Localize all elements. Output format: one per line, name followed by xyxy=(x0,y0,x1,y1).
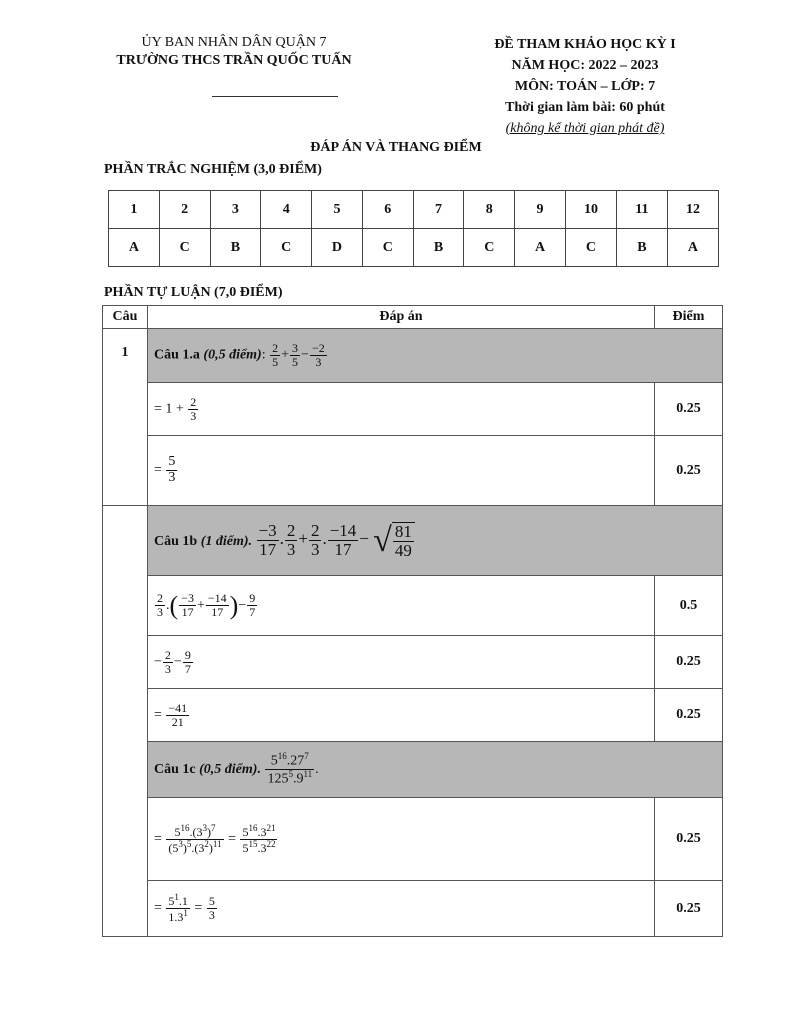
mc-answer: C xyxy=(261,229,312,267)
mc-heading: PHẦN TRẮC NGHIỆM (3,0 ĐIỂM) xyxy=(104,162,322,177)
subject-grade: MÔN: TOÁN – LỚP: 7 xyxy=(514,79,656,94)
q1b-prompt: Câu 1b (1 điểm). $\frac{-3}{17}$ . $\frac{2}{3}$ + $\frac{2}{3}$ . $\frac{-14}{17}$ − √ $\frac{81}{49}$ xyxy=(148,506,723,576)
mc-answer: D xyxy=(312,229,363,267)
exam-title: ĐỀ THAM KHẢO HỌC KỲ I xyxy=(494,37,676,52)
time-limit: Thời gian làm bài: 60 phút xyxy=(505,100,665,115)
mc-answer: C xyxy=(362,229,413,267)
mc-number: 1 xyxy=(109,191,160,229)
mc-number: 2 xyxy=(159,191,210,229)
mc-answer: B xyxy=(616,229,667,267)
score: 0.25 xyxy=(655,383,723,436)
mc-number-row xyxy=(109,191,719,229)
essay-header-row xyxy=(103,306,723,329)
q1c-step2 xyxy=(103,881,723,937)
step-math: = $\frac{5}{3}$ xyxy=(148,436,655,506)
mc-answer: C xyxy=(464,229,515,267)
mc-answer: A xyxy=(109,229,160,267)
mc-number: 4 xyxy=(261,191,312,229)
step-math: $\frac{2}{3}$ .( $\frac{-3}{17}$ + $\frac{-14}{17}$ )− $\frac{9}{7}$ xyxy=(148,576,655,636)
mc-answer: C xyxy=(159,229,210,267)
q1b-step1 xyxy=(103,576,723,636)
mc-answer-row xyxy=(109,229,719,267)
mc-answer: B xyxy=(413,229,464,267)
score: 0.25 xyxy=(655,436,723,506)
header-divider xyxy=(212,96,338,97)
step-math: = $\frac{5^{16}.(3^3)^7}{(5^3)^5.(3^2)^{11}}$ = $\frac{5^{16}.3^{21}}{5^{15}.3^{22}}$ xyxy=(148,798,655,881)
mc-answer: C xyxy=(565,229,616,267)
q1a-step1 xyxy=(103,383,723,436)
question-number: 1 xyxy=(103,329,148,506)
mc-number: 6 xyxy=(362,191,413,229)
mc-number: 11 xyxy=(616,191,667,229)
score: 0.25 xyxy=(655,636,723,689)
step-math: = 1 + $\frac{2}{3}$ xyxy=(148,383,655,436)
q1c-step1 xyxy=(103,798,723,881)
q1b-step3 xyxy=(103,689,723,742)
mc-number: 7 xyxy=(413,191,464,229)
col-dapan: Đáp án xyxy=(148,306,655,329)
mc-number: 5 xyxy=(312,191,363,229)
mc-answer: A xyxy=(667,229,718,267)
mc-number: 3 xyxy=(210,191,261,229)
time-note: (không kể thời gian phát đề) xyxy=(505,121,665,136)
score: 0.25 xyxy=(655,881,723,937)
step-math: − $\frac{2}{3}$ − $\frac{9}{7}$ xyxy=(148,636,655,689)
district-name: ỦY BAN NHÂN DÂN QUẬN 7 xyxy=(141,35,327,50)
step-math: = $\frac{5^1.1}{1.3^1}$ = $\frac{5}{3}$ xyxy=(148,881,655,937)
mc-answer: B xyxy=(210,229,261,267)
score: 0.5 xyxy=(655,576,723,636)
school-year: NĂM HỌC: 2022 – 2023 xyxy=(511,58,659,73)
q1a-step2 xyxy=(103,436,723,506)
q1b-row xyxy=(103,506,723,576)
mc-number: 10 xyxy=(565,191,616,229)
school-name: TRƯỜNG THCS TRẦN QUỐC TUẤN xyxy=(116,53,352,68)
page-title: ĐÁP ÁN VÀ THANG ĐIỂM xyxy=(310,140,482,155)
score: 0.25 xyxy=(655,689,723,742)
header-right xyxy=(460,34,710,139)
q1a-row xyxy=(103,329,723,383)
q1c-row xyxy=(103,742,723,798)
score: 0.25 xyxy=(655,798,723,881)
question-number-empty xyxy=(103,506,148,937)
mc-number: 9 xyxy=(515,191,566,229)
header-left xyxy=(110,34,358,70)
essay-answer-table xyxy=(102,305,723,937)
q1c-prompt: Câu 1c (0,5 điểm). $\frac{5^{16}.27^7}{125^5.9^{11}}$ . xyxy=(148,742,723,798)
mc-answer: A xyxy=(515,229,566,267)
mc-number: 12 xyxy=(667,191,718,229)
step-math: = $\frac{-41}{21}$ xyxy=(148,689,655,742)
q1b-step2 xyxy=(103,636,723,689)
mc-answer-table xyxy=(108,190,719,267)
essay-heading: PHẦN TỰ LUẬN (7,0 ĐIỂM) xyxy=(104,285,283,300)
col-diem: Điểm xyxy=(655,306,723,329)
q1a-prompt: Câu 1.a (0,5 điểm): $\frac{2}{5}$ + $\frac{3}{5}$ − $\frac{-2}{3}$ xyxy=(148,329,723,383)
mc-number: 8 xyxy=(464,191,515,229)
col-cau: Câu xyxy=(103,306,148,329)
